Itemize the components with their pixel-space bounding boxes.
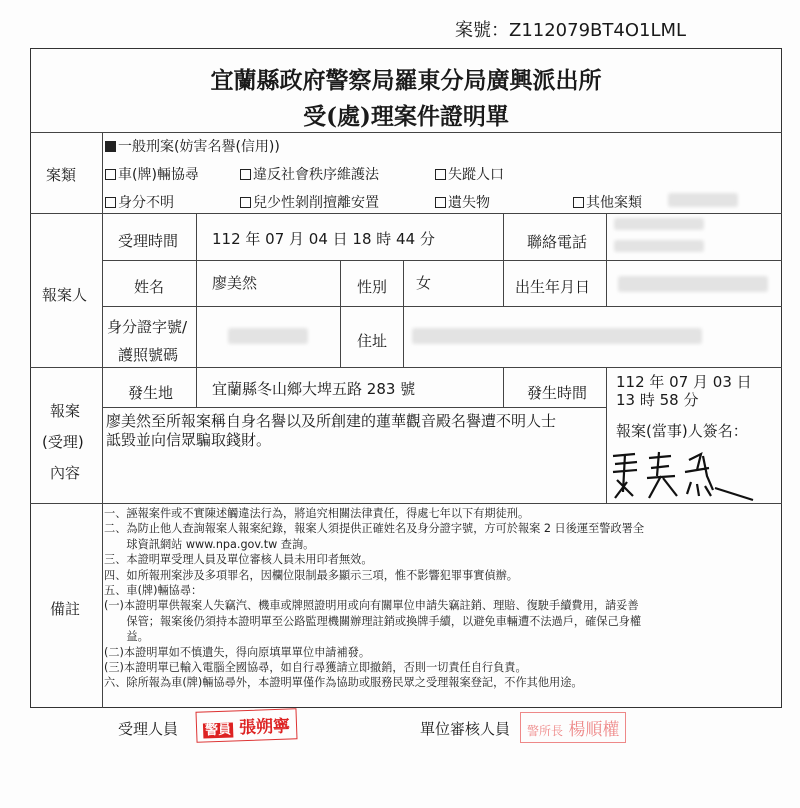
case-type-general[interactable] [105,136,280,156]
handwritten-signature [605,446,755,506]
redacted-other-type [668,193,738,207]
option-label: 一般刑案(妨害名譽(信用)) [118,139,280,155]
case-type-social-order[interactable] [240,164,379,184]
option-label: 兒少性剝削擅離安置 [253,195,379,211]
time-label: 發生時間 [527,384,588,402]
id-label-2: 護照號碼 [118,346,179,364]
remark-line: 六、除所報為車(牌)輛協尋外，本證明單僅作為協助或服務民眾之受理報案登記，不作其他用途。 [104,676,583,690]
checkbox-checked-icon [105,141,116,152]
option-label: 身分不明 [118,195,174,211]
name-label: 姓名 [134,278,165,296]
report-content-2: 詆毀並向信眾騙取錢財。 [106,431,272,449]
option-label: 其他案類 [586,195,642,211]
remark-line: (三)本證明單已輸入電腦全國協尋，如自行尋獲請立即撤銷，否則一切責任自行負責。 [104,661,527,675]
dob-label: 出生年月日 [515,278,591,296]
sign-label: 報案(當事)人簽名： [616,422,748,440]
case-type-unknown-id[interactable] [105,192,174,212]
incident-place: 宜蘭縣冬山鄉大埤五路 283 號 [212,380,416,398]
place-label: 發生地 [128,384,174,402]
option-label: 遺失物 [448,195,490,211]
report-label-3: 內容 [50,464,81,482]
checkbox-icon [435,169,446,180]
incident-time-1: 112 年 07 月 03 日 [616,373,752,391]
remark-line: 保管；報案後仍須持本證明單至公路監理機關辦理註銷或換牌手續，以避免車輛遭不法過戶，確保己身權 [104,614,642,628]
remark-line: 一、誣報案件或不實陳述觸違法行為，將追究相關法律責任，得處七年以下有期徒刑。 [104,507,530,520]
page-subtitle: 受(處)理案件證明單 [303,103,509,130]
checkbox-icon [240,197,251,208]
remark-line: 三、本證明單受理人員及單位審核人員未用印者無效。 [104,553,373,567]
case-type-child[interactable] [240,192,379,212]
checkbox-icon [105,197,116,208]
redacted-id [228,328,308,344]
report-label-2: (受理) [42,433,84,451]
case-type-missing[interactable] [435,164,504,184]
report-content-1: 廖美然至所報案稱自身名譽以及所創建的蓮華觀音殿名譽遭不明人士 [106,412,557,430]
remarks-label: 備註 [50,600,81,618]
reviewer-label: 單位審核人員 [420,720,511,738]
option-label: 車(牌)輛協尋 [118,167,199,183]
option-label: 失蹤人口 [448,167,504,183]
address-label: 住址 [357,332,388,350]
reporter-label: 報案人 [42,286,88,304]
stamp-name: 楊順權 [568,720,620,740]
id-label-1: 身分證字號/ [107,318,188,336]
redacted-phone [614,218,704,230]
checkbox-icon [435,197,446,208]
stamp-title: 警所長 [527,724,564,738]
case-type-lost-item[interactable] [435,192,490,212]
remark-line: 四、如所報刑案涉及多項罪名，因欄位限制最多顯示三項，惟不影響犯罪事實偵辦。 [104,568,518,582]
option-label: 違反社會秩序維護法 [253,167,379,183]
checkbox-icon [240,169,251,180]
remark-line: 球資訊網站 www.npa.gov.tw 查詢。 [104,537,315,551]
received-time: 112 年 07 月 04 日 18 時 44 分 [212,230,435,248]
report-label-1: 報案 [50,402,81,420]
phone-label: 聯絡電話 [527,233,588,251]
reporter-name: 廖美然 [212,274,258,292]
receiver-label: 受理人員 [118,720,179,738]
gender-label: 性別 [357,278,388,296]
remark-line: 二、為防止他人查詢報案人報案紀錄，報案人須提供正確姓名及身分證字號，方可於報案 2 日後運至警政署全 [104,522,645,536]
remark-line: 益。 [104,630,149,644]
redacted-phone-2 [614,240,704,252]
case-number: 案號：Z112079BT4O1LML [455,20,687,41]
checkbox-icon [573,197,584,208]
stamp-name: 張朔寧 [238,716,291,739]
remark-line: (二)本證明單如不慎遺失，得向原填單單位申請補發。 [104,645,371,659]
page-title: 宜蘭縣政府警察局羅東分局廣興派出所 [210,67,602,94]
remark-line: (一)本證明單供報案人失竊汽、機車或牌照證明用或向有關單位申請失竊註銷、理賠、復駛手續費用，請妥善 [104,599,639,613]
remark-line: 五、車(牌)輛協尋： [104,584,203,598]
redacted-dob [618,276,768,292]
remarks-list [104,506,774,691]
case-type-vehicle[interactable] [105,164,199,184]
receiver-stamp [195,708,297,743]
case-type-other[interactable] [573,192,642,212]
received-time-label: 受理時間 [118,232,179,250]
stamp-title: 警員 [204,722,232,739]
reporter-gender: 女 [416,274,432,292]
reviewer-stamp [520,712,626,743]
redacted-address [412,328,702,344]
case-type-label: 案類 [46,166,77,184]
checkbox-icon [105,169,116,180]
incident-time-2: 13 時 58 分 [616,391,699,409]
